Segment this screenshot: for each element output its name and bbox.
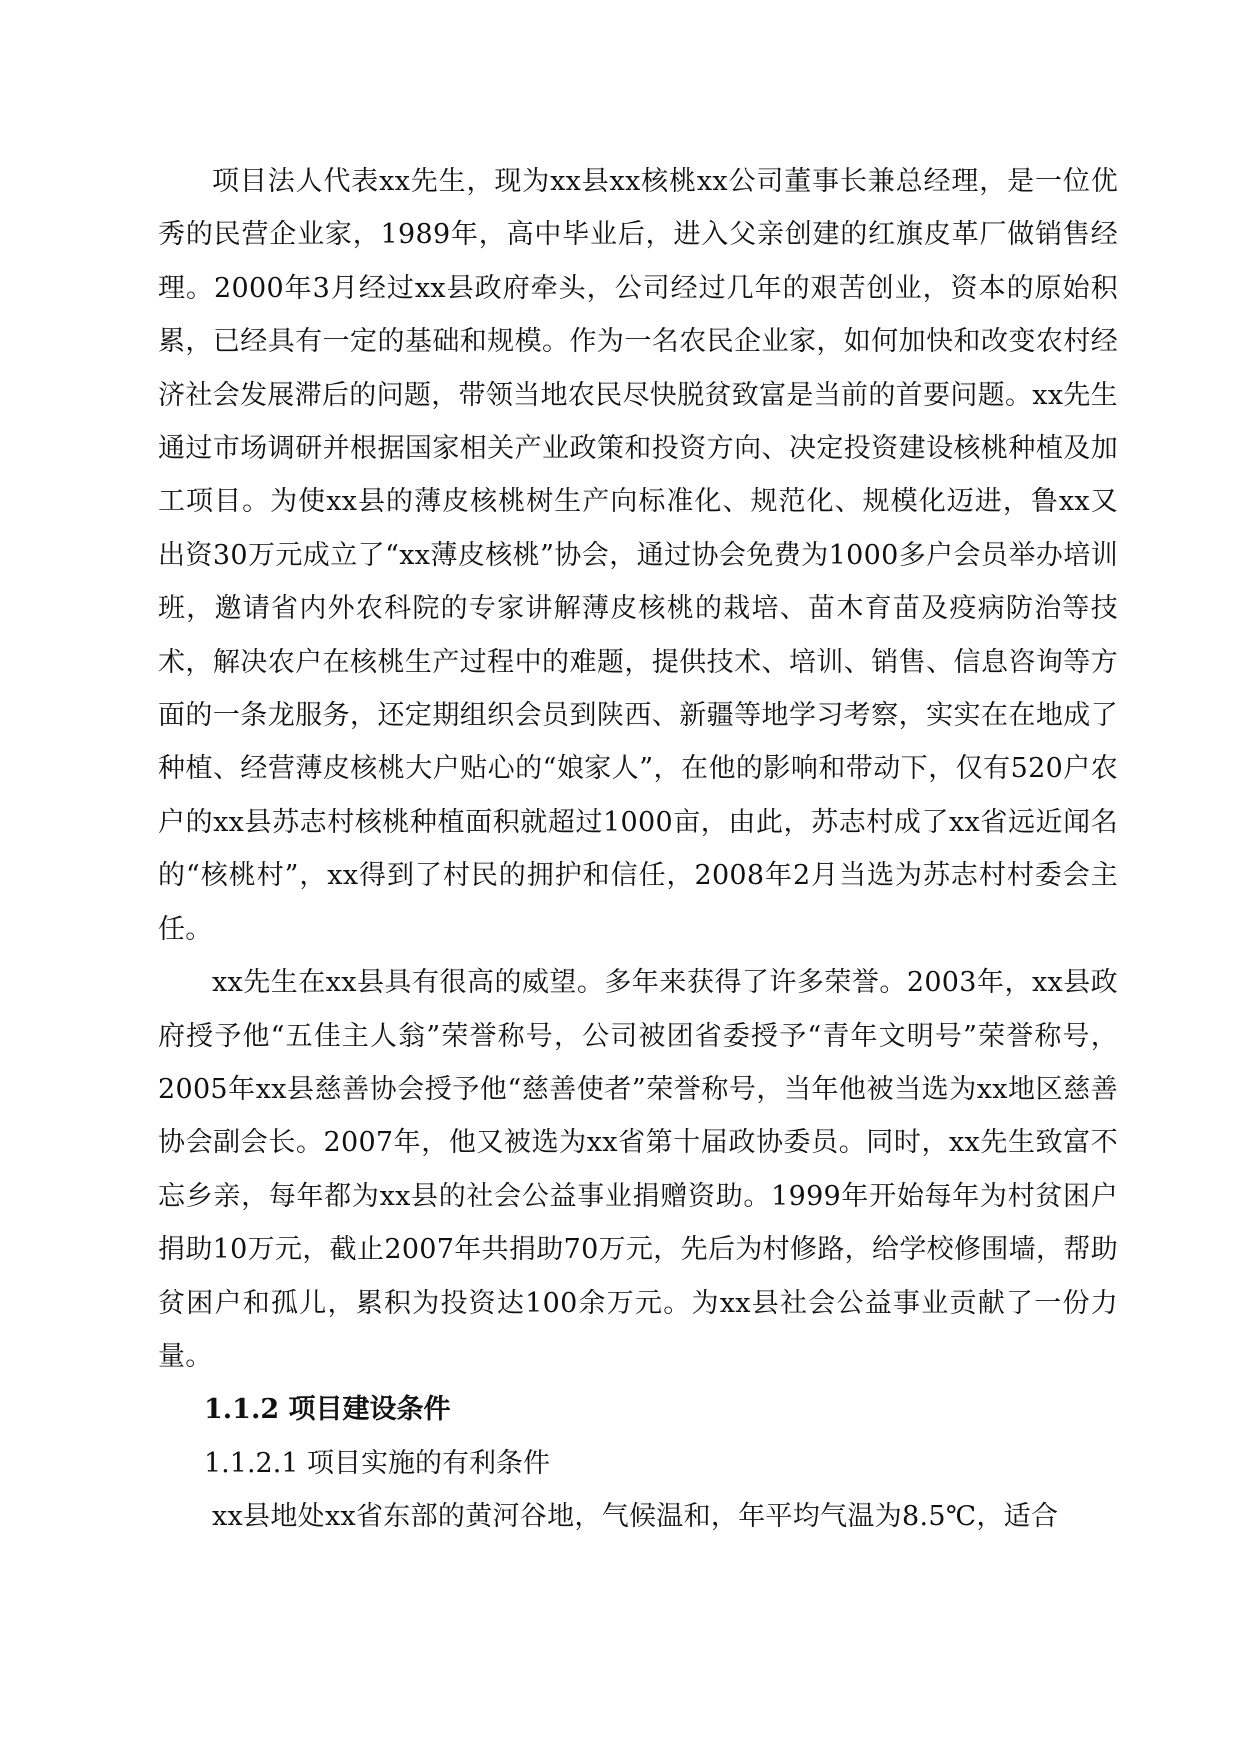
- paragraph-legal-representative: 项目法人代表xx先生，现为xx县xx核桃xx公司董事长兼总经理，是一位优秀的民营企业家，1989年，高中毕业后，进入父亲创建的红旗皮革厂做销售经理。2000年3月经过xx县政府牵头，公司经过几年的艰苦创业，资本的原始积累，已经具有一定的基础和规模。作为一名农民企业家，如何加快和改变农村经济社会发展滞后的问题，带领当地农民尽快脱贫致富是当前的首要问题。xx先生通过市场调研并根据国家相关产业政策和投资方向、决定投资建设核桃种植及加工项目。为使xx县的薄皮核桃树生产向标准化、规范化、规模化迈进，鲁xx又出资30万元成立了“xx薄皮核桃”协会，通过协会免费为1000多户会员举办培训班，邀请省内外农科院的专家讲解薄皮核桃的栽培、苗木育苗及疫病防治等技术，解决农户在核桃生产过程中的难题，提供技术、培训、销售、信息咨询等方面的一条龙服务，还定期组织会员到陕西、新疆等地学习考察，实实在在地成了种植、经营薄皮核桃大户贴心的“娘家人”，在他的影响和带动下，仅有520户农户的xx县苏志村核桃种植面积就超过1000亩，由此，苏志村成了xx省远近闻名的“核桃村”，xx得到了村民的拥护和信任，2008年2月当选为苏志村村委会主任。: [158, 166, 1118, 945]
- paragraph-location: xx县地处xx省东部的黄河谷地，气候温和，年平均气温为8.5℃，适合: [212, 1501, 1059, 1533]
- paragraph-honors: xx先生在xx县具有很高的威望。多年来获得了许多荣誉。2003年，xx县政府授予他“五佳主人翁”荣誉称号，公司被团省委授予“青年文明号”荣誉称号，2005年xx县慈善协会授予他“慈善使者”荣誉称号，当年他被当选为xx地区慈善协会副会长。2007年，他又被选为xx省第十届政协委员。同时，xx先生致富不忘乡亲，每年都为xx县的社会公益事业捐赠资助。1999年开始每年为村贫困户捐助10万元，截止2007年共捐助70万元，先后为村修路，给学校修围墙，帮助贫困户和孤儿，累积为投资达100余万元。为xx县社会公益事业贡献了一份力量。: [158, 967, 1118, 1372]
- section-heading-construction-conditions: 1.1.2 项目建设条件: [204, 1394, 451, 1426]
- document-body: [158, 155, 1118, 1544]
- subsection-heading-favorable-conditions: 1.1.2.1 项目实施的有利条件: [204, 1447, 551, 1479]
